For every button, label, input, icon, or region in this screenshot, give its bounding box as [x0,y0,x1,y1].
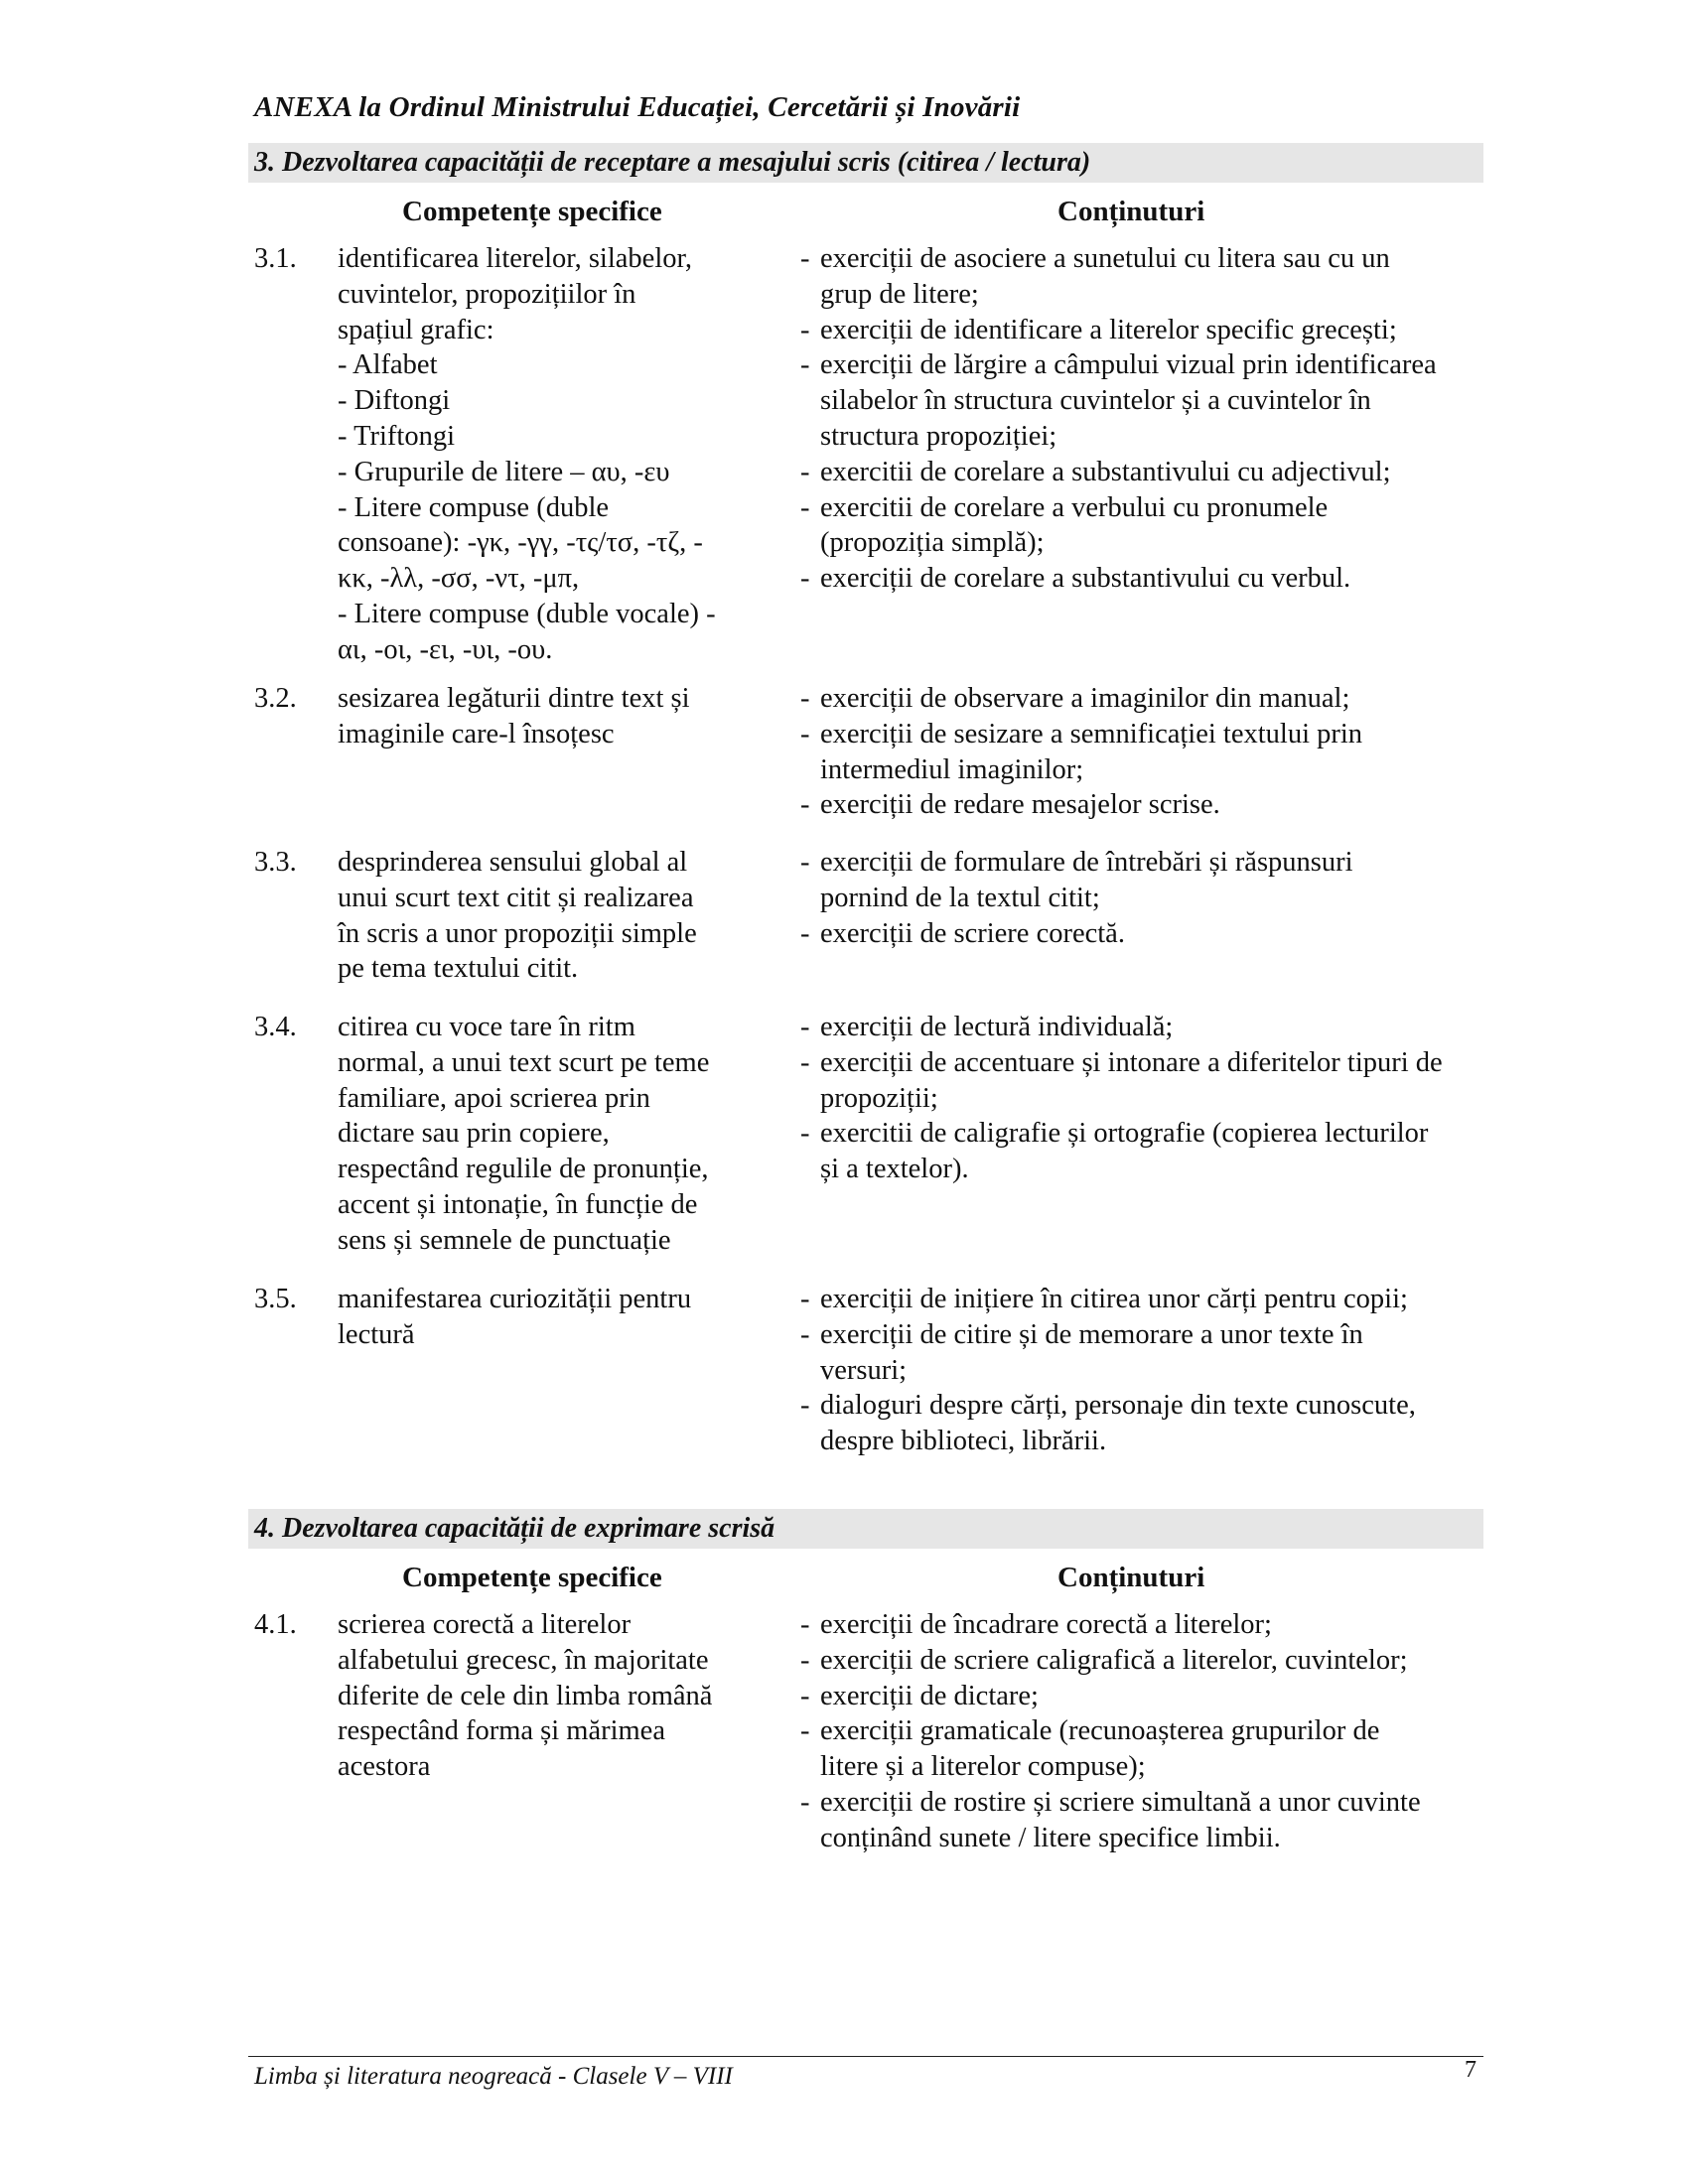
competence-text [338,1010,765,1259]
competence-line: alfabetului grecesc, în majoritate [338,1644,709,1676]
competence-line: - Grupurile de litere – αυ, -ευ [338,456,670,487]
content-line: exerciții de scriere corectă. [820,917,1125,949]
col-header-continuturi: Conținuturi [1057,196,1205,227]
content-line: exercitii de caligrafie și ortografie (copierea lecturilor [820,1118,1429,1150]
content-item [800,1388,1515,1459]
content-line: intermediul imaginilor; [820,753,1084,785]
content-line: exerciții de inițiere în citirea unor cărți pentru copii; [820,1284,1408,1314]
bullet-dash: - [800,1012,810,1042]
content-line: exerciții de identificare a literelor specific grecești; [820,314,1397,345]
content-line: (propoziția simplă); [820,527,1045,559]
content-line: pornind de la textul citit; [820,882,1100,913]
bullet-dash: - [800,1609,810,1640]
bullet-dash: - [800,1284,810,1314]
competence-line: familiare, apoi scrierea prin [338,1082,650,1114]
content-item [800,916,1515,952]
content-line: exerciții de scriere caligrafică a literelor, cuvintelor; [820,1644,1408,1676]
content-line: silabelor în structura cuvintelor și a cuvintelor în [820,385,1371,417]
competence-number: 4.1. [254,1609,297,1640]
competence-line: - Litere compuse (duble vocale) - [338,598,716,629]
content-list [800,1282,1515,1459]
competence-text [338,241,765,668]
competence-line: spațiul grafic: [338,314,494,345]
content-list [800,1010,1515,1187]
content-line: exerciții de redare mesajelor scrise. [820,789,1220,821]
col-header-competente: Competențe specifice [402,1562,662,1593]
content-item [800,1607,1515,1643]
content-line: exerciții gramaticale (recunoașterea grupurilor de [820,1715,1380,1747]
competence-line: scrierea corectă a literelor [338,1609,632,1640]
competence-line: sesizarea legăturii dintre text și [338,683,690,714]
content-line: propoziții; [820,1082,938,1114]
competence-line: - Litere compuse (duble [338,491,610,523]
bullet-dash: - [800,1318,810,1350]
footer-rule [248,2056,1483,2057]
competence-number: 3.4. [254,1012,297,1042]
content-item [800,1679,1515,1714]
content-line: și a textelor). [820,1154,969,1185]
competence-line: respectând regulile de pronunție, [338,1154,709,1185]
content-line: exerciții de sesizare a semnificației textului prin [820,718,1363,750]
competence-text [338,681,765,752]
bullet-dash: - [800,349,810,381]
competence-line: imaginile care-l însoțesc [338,718,615,750]
content-item [800,1116,1515,1187]
content-line: exerciții de citire și de memorare a unor texte în [820,1318,1363,1350]
bullet-dash: - [800,1680,810,1711]
bullet-dash: - [800,456,810,487]
bullet-dash: - [800,491,810,523]
content-line: exerciții de observare a imaginilor din manual; [820,683,1350,714]
competence-line: unui scurt text citit și realizarea [338,882,694,913]
competence-text [338,845,765,987]
content-line: exerciții de asociere a sunetului cu litera sau cu un [820,243,1390,274]
bullet-dash: - [800,789,810,821]
competence-line: normal, a unui text scurt pe teme [338,1046,710,1078]
competence-text [338,1607,765,1785]
section-3-title: 3. Dezvoltarea capacității de receptare a mesajului scris (citirea / lectura) [248,143,1483,183]
content-line: grup de litere; [820,278,979,310]
content-item [800,1045,1515,1117]
content-line: exerciții de lectură individuală; [820,1012,1174,1042]
content-item [800,455,1515,490]
competence-line: accent și intonație, în funcție de [338,1188,698,1220]
competence-line: identificarea literelor, silabelor, [338,243,692,274]
bullet-dash: - [800,917,810,949]
competence-line: - Diftongi [338,385,451,417]
content-line: exerciții de formulare de întrebări și răspunsuri [820,847,1353,878]
competence-line: αι, -οι, -ει, -υι, -ου. [338,633,553,665]
competence-line: manifestarea curiozității pentru [338,1284,692,1314]
competence-line: - Triftongi [338,420,455,452]
content-item [800,1282,1515,1317]
content-line: exercitii de corelare a verbului cu pronumele [820,491,1329,523]
content-item [800,1010,1515,1045]
competence-line: în scris a unor propoziții simple [338,917,697,949]
content-list [800,681,1515,823]
bullet-dash: - [800,1715,810,1747]
content-item [800,347,1515,454]
content-item [800,787,1515,823]
competence-line: acestora [338,1751,431,1783]
col-header-continuturi: Conținuturi [1057,1562,1205,1593]
content-list [800,1607,1515,1856]
competence-line: citirea cu voce tare în ritm [338,1012,635,1042]
section-4-title: 4. Dezvoltarea capacității de exprimare scrisă [248,1509,1483,1549]
content-line: dialoguri despre cărți, personaje din texte cunoscute, [820,1390,1416,1422]
content-line: structura propoziției; [820,420,1057,452]
footer-text: Limba și literatura neogreacă - Clasele V – VIII [254,2063,733,2090]
competence-line: dictare sau prin copiere, [338,1118,610,1150]
bullet-dash: - [800,1644,810,1676]
competence-line: pe tema textului citit. [338,953,579,985]
content-line: exercitii de corelare a substantivului cu adjectivul; [820,456,1391,487]
content-line: versuri; [820,1354,908,1386]
content-line: conținând sunete / litere specifice limbii. [820,1822,1281,1853]
content-item [800,490,1515,562]
competence-line: respectând forma și mărimea [338,1715,665,1747]
content-list [800,845,1515,951]
bullet-dash: - [800,1046,810,1078]
content-item [800,1317,1515,1389]
content-item [800,561,1515,597]
competence-line: sens și semnele de punctuație [338,1224,671,1256]
col-header-competente: Competențe specifice [402,196,662,227]
bullet-dash: - [800,1786,810,1818]
bullet-dash: - [800,243,810,274]
bullet-dash: - [800,718,810,750]
content-line: exerciții de corelare a substantivului cu verbul. [820,563,1351,595]
competence-line: κκ, -λλ, -σσ, -ντ, -μπ, [338,563,580,595]
content-item [800,717,1515,788]
competence-line: lectură [338,1318,415,1350]
bullet-dash: - [800,683,810,714]
content-line: exerciții de accentuare și intonare a diferitelor tipuri de [820,1046,1443,1078]
content-line: despre biblioteci, librării. [820,1426,1107,1457]
bullet-dash: - [800,563,810,595]
page-number: 7 [1465,2057,1477,2083]
bullet-dash: - [800,1118,810,1150]
competence-text [338,1282,765,1353]
content-item [800,241,1515,313]
competence-line: desprinderea sensului global al [338,847,688,878]
competence-line: - Alfabet [338,349,438,381]
competence-number: 3.3. [254,847,297,878]
content-item [800,1643,1515,1679]
content-line: exerciții de rostire și scriere simultană a unor cuvinte [820,1786,1421,1818]
content-line: exerciții de lărgire a câmpului vizual prin identificarea [820,349,1437,381]
content-item [800,845,1515,916]
document-header: ANEXA la Ordinul Ministrului Educației, Cercetării și Inovării [254,91,1021,123]
competence-line: diferite de cele din limba română [338,1680,713,1711]
content-line: litere și a literelor compuse); [820,1751,1146,1783]
bullet-dash: - [800,314,810,345]
content-line: exerciții de dictare; [820,1680,1039,1711]
competence-number: 3.5. [254,1284,297,1314]
competence-number: 3.1. [254,243,297,274]
content-item [800,1713,1515,1785]
competence-number: 3.2. [254,683,297,714]
content-line: exerciții de încadrare corectă a literelor; [820,1609,1272,1640]
content-item [800,1785,1515,1856]
competence-line: cuvintelor, propozițiilor în [338,278,636,310]
competence-line: consoane): -γκ, -γγ, -τς/τσ, -τζ, - [338,527,703,559]
bullet-dash: - [800,1390,810,1422]
content-item [800,681,1515,717]
content-item [800,313,1515,348]
content-list [800,241,1515,597]
bullet-dash: - [800,847,810,878]
